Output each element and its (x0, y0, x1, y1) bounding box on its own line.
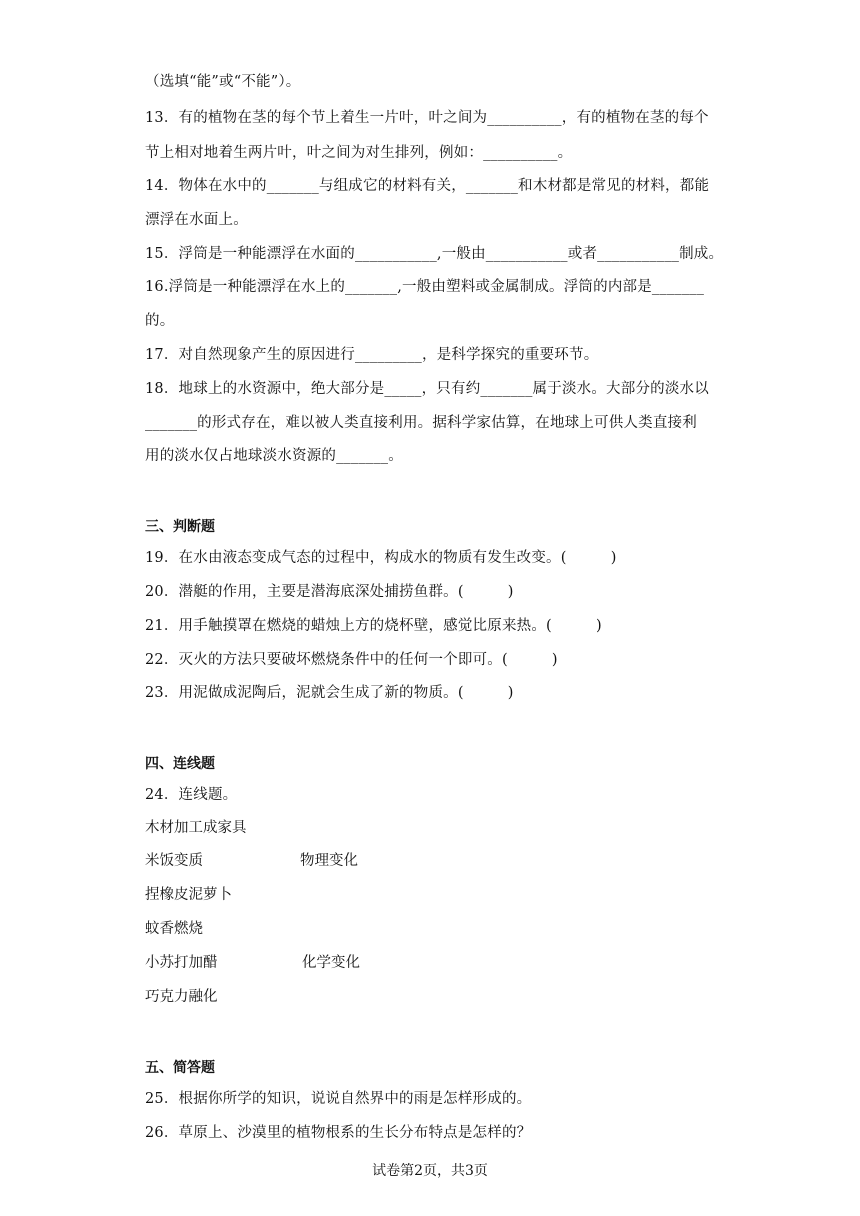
matching-left-item: 捏橡皮泥萝卜 (145, 887, 232, 903)
question-16-line-1: 16.浮筒是一种能漂浮在水上的_______,一般由塑料或金属制成。浮筒的内部是_______ (145, 279, 705, 295)
question-25: 25．根据你所学的知识，说说自然界中的雨是怎样形成的。 (145, 1091, 532, 1107)
question-26: 26．草原上、沙漠里的植物根系的生长分布特点是怎样的？ (145, 1125, 532, 1141)
matching-left-item: 蚊香燃烧 (145, 921, 203, 937)
matching-left-item: 巧克力融化 (145, 989, 218, 1005)
page-footer: 试卷第2页，共3页 (372, 1163, 488, 1179)
question-22: 22．灭火的方法只要破坏燃烧条件中的任何一个即可。( ) (145, 652, 558, 668)
question-16-line-2: 的。 (145, 313, 175, 329)
matching-left-item: 小苏打加醋 (145, 955, 218, 971)
question-18-line-1: 18．地球上的水资源中，绝大部分是_____，只有约_______属于淡水。大部分的淡水以 (145, 381, 709, 397)
question-19: 19．在水由液态变成气态的过程中，构成水的物质有发生改变。( ) (145, 550, 617, 566)
matching-right-item: 物理变化 (300, 853, 358, 869)
question-14-line-1: 14．物体在水中的_______与组成它的材料有关，_______和木材都是常见的材料，都能 (145, 178, 710, 194)
question-21: 21．用手触摸罩在燃烧的蜡烛上方的烧杯壁，感觉比原来热。( ) (145, 618, 602, 634)
question-13-line-1: 13．有的植物在茎的每个节上着生一片叶，叶之间为__________，有的植物在茎的每个 (145, 110, 709, 126)
question-13-line-2: 节上相对地着生两片叶，叶之间为对生排列，例如：__________。 (145, 145, 573, 161)
matching-right-item: 化学变化 (302, 955, 360, 971)
question-18-line-3: 用的淡水仅占地球淡水资源的_______。 (145, 448, 403, 464)
question-18-line-2: _______的形式存在，难以被人类直接利用。据科学家估算，在地球上可供人类直接利 (145, 415, 697, 431)
section-heading-matching: 四、连线题 (145, 756, 215, 772)
section-heading-short-answer: 五、简答题 (145, 1060, 215, 1076)
matching-left-item: 米饭变质 (145, 853, 203, 869)
question-23: 23．用泥做成泥陶后，泥就会生成了新的物质。( ) (145, 685, 514, 701)
q12-tail: （选填“能”或“不能”）。 (145, 74, 301, 90)
question-14-line-2: 漂浮在水面上。 (145, 212, 248, 228)
question-17: 17．对自然现象产生的原因进行_________，是科学探究的重要环节。 (145, 347, 599, 363)
question-15: 15．浮筒是一种能漂浮在水面的___________,一般由___________或者___________制成。 (145, 246, 724, 262)
question-24: 24．连线题。 (145, 787, 238, 803)
section-heading-judge: 三、判断题 (145, 519, 215, 535)
question-20: 20．潜艇的作用，主要是潜海底深处捕捞鱼群。( ) (145, 584, 514, 600)
matching-left-item: 木材加工成家具 (145, 820, 247, 836)
